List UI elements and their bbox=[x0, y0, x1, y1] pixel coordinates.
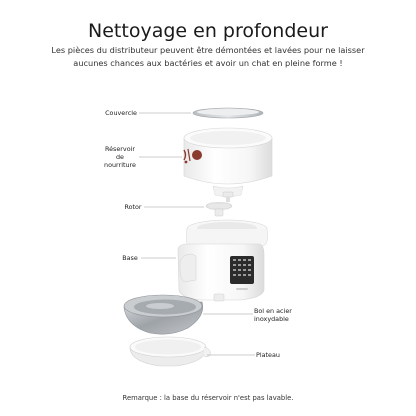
label-bowl: Bol en acier inoxydable bbox=[254, 307, 292, 323]
intro-text: Les pièces du distributeur peuvent être démontées et lavées pour ne laisser aucunes chances aux bactéries et avoir un chat en pleine forme ! bbox=[51, 45, 365, 68]
steel-bowl-part bbox=[124, 295, 203, 334]
footer-note: Remarque : la base du réservoir n'est pas lavable. bbox=[122, 394, 294, 402]
tray-part bbox=[130, 337, 210, 366]
label-lid: Couvercle bbox=[105, 109, 137, 117]
lid-part bbox=[193, 108, 263, 118]
reservoir-part bbox=[184, 128, 272, 197]
page-title: Nettoyage en profondeur bbox=[88, 20, 328, 42]
base-part bbox=[178, 220, 268, 301]
label-base: Base bbox=[122, 254, 138, 262]
label-rotor: Rotor bbox=[124, 203, 142, 211]
label-tray: Plateau bbox=[256, 351, 280, 359]
label-reservoir: Réservoir de nourriture bbox=[104, 145, 136, 169]
